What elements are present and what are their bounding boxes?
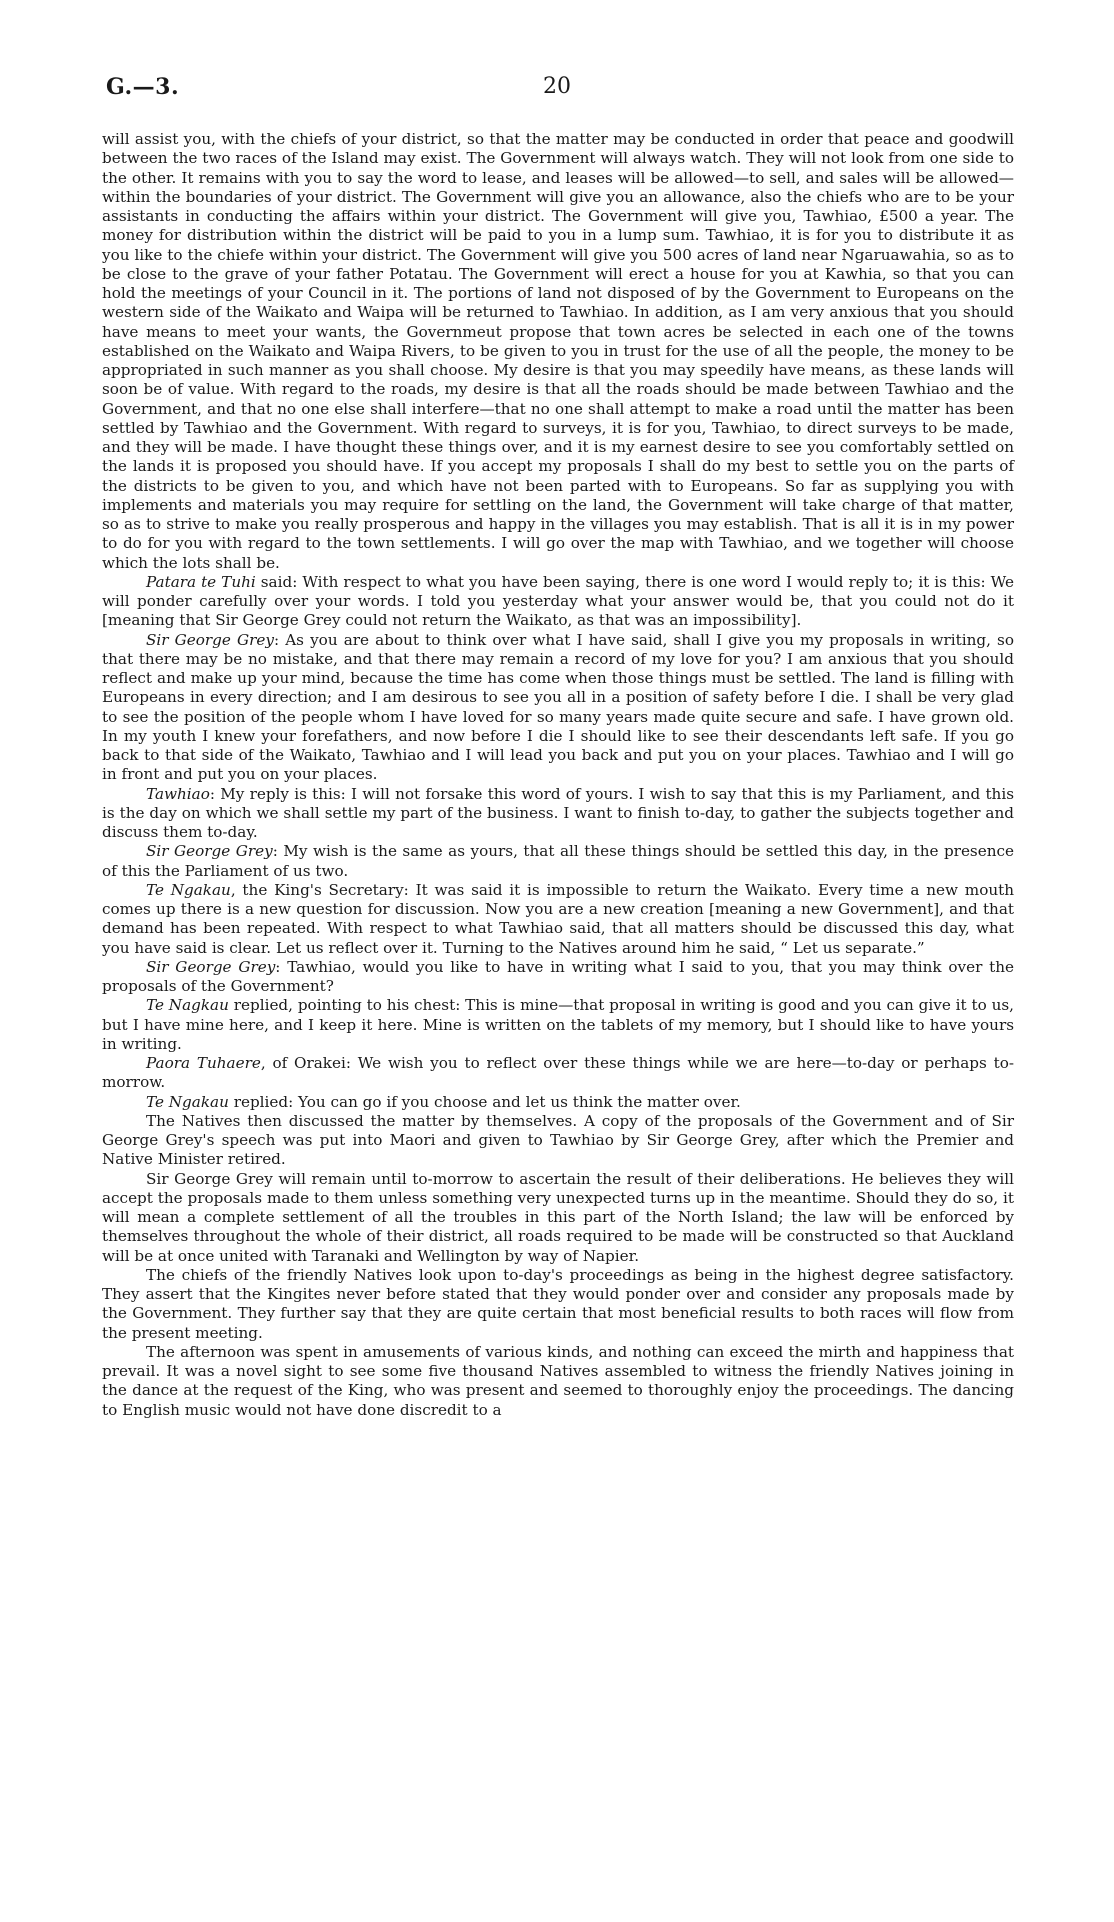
paragraph-text: Sir George Grey will remain until to-morrow to ascertain the result of their deliberations. He believes they will accept the proposals made to them unless something very unexpected turns up in the meantime. Should they do so, it will mean a complete settlement of all the troubles in this part of the North Island; the law will be enforced by themselves throughout the whole of their district, all roads required to be made will be constructed so that Auckland will be at once united with Taranaki and Wellington by way of Napier.: [102, 1169, 1014, 1265]
paragraph-text: will assist you, with the chiefs of your district, so that the matter may be conducted in order that peace and goodwill between the two races of the Island may exist. The Government will always watch. They will not look from one side to the other. It remains with you to say the word to lease, and leases will be allowed—to sell, and sales will be allowed—within the boundaries of your district. The Government will give you an allowance, also the chiefs who are to be your assistants in conducting the affairs within your district. The Government will give you, Tawhiao, £500 a year. The money for distribution within the district will be paid to you in a lump sum. Tawhiao, it is for you to distribute it as you like to the chiefe within your district. The Government will give you 500 acres of land near Ngaruawahia, so as to be close to the grave of your father Potatau. The Government will erect a house for you at Kawhia, so that you can hold the meetings of your Council in it. The portions of land not disposed of by the Government to Europeans on the western side of the Waikato and Waipa will be returned to Tawhiao. In addition, as I am very anxious that you should have means to meet your wants, the Governmeut propose that town acres be selected in each one of the towns established on the Waikato and Waipa Rivers, to be given to you in trust for the use of all the people, the money to be appropriated in such manner as you shall choose. My desire is that you may speedily have means, as these lands will soon be of value. With regard to the roads, my desire is that all the roads should be made between Tawhiao and the Government, and that no one else shall interfere—that no one shall attempt to make a road until the matter has been settled by Tawhiao and the Government. With regard to surveys, it is for you, Tawhiao, to direct surveys to be made, and they will be made. I have thought these things over, and it is my earnest desire to see you comfortably settled on the lands it is proposed you should have. If you accept my proposals I shall do my best to settle you on the parts of the districts to be given to you, and which have not been parted with to Europeans. So far as supplying you with implements and materials you may require for settling on the land, the Government will take charge of that matter, so as to strive to make you really prosperous and happy in the villages you may establish. That is all it is in my power to do for you with regard to the town settlements. I will go over the map with Tawhiao, and we together will choose which the lots shall be.: [102, 130, 1014, 572]
paragraph-text: My reply is this: I will not forsake this word of yours. I wish to say that this is my Parliament, and this is the day on which we shall settle my part of the business. I want to finish to-day, to gather the subjects together and discuss them to-day.: [102, 784, 1014, 841]
page-header: [106, 74, 1008, 114]
paragraph-text: It was said it is impossible to return the Waikato. Every time a new mouth comes up there is a new question for discussion. Now you are a new creation [meaning a new Government], and that demand has been repeated. With respect to what Tawhiao said, that all matters should be discussed this day, what you have said is clear. Let us reflect over it. Turning to the Natives around him he said, “ Let us separate.”: [102, 880, 1015, 957]
speaker-attribution: :: [275, 957, 288, 976]
speaker-attribution: replied:: [228, 1092, 299, 1111]
paragraph: [102, 996, 1014, 1054]
speaker-name: Sir George Grey: [146, 630, 274, 649]
paragraph: [102, 1343, 1014, 1420]
paragraph-text: The afternoon was spent in amusements of various kinds, and nothing can exceed the mirth and happiness that prevail. It was a novel sight to see some five thousand Natives assembled to witness the friendly Natives joining in the dance at the request of the King, who was present and seemed to thoroughly enjoy the proceedings. The dancing to English music would not have done discredit to a: [102, 1342, 1014, 1419]
body-text: [102, 130, 1014, 1420]
paragraph-text: My wish is the same as yours, that all these things should be settled this day, in the presence of this the Parliament of us two.: [102, 842, 1014, 880]
speaker-attribution: replied,: [228, 996, 298, 1015]
speaker-name: Te Ngakau: [146, 1092, 229, 1111]
paragraph: [102, 842, 1014, 881]
paragraph: [102, 785, 1014, 843]
speaker-attribution: said:: [255, 572, 303, 591]
paragraph-text: pointing to his chest: This is mine—that proposal in writing is good and you can give it to us, but I have mine here, and I keep it here. Mine is written on the tablets of my memory, but I should like to have yours in writing.: [102, 996, 1014, 1053]
speaker-name: Sir George Grey: [146, 842, 273, 861]
speaker-name: Tawhiao: [146, 784, 210, 803]
speaker-name: Sir George Grey: [146, 957, 276, 976]
paragraph-text: The chiefs of the friendly Natives look upon to-day's proceedings as being in the highest degree satisfactory. They assert that the Kingites never before stated that they would ponder over and consider any proposals made by the Government. They further say that they are quite certain that most beneficial results to both races will flow from the present meeting.: [102, 1265, 1014, 1342]
speaker-name: Patara te Tuhi: [146, 572, 256, 591]
speaker-attribution: :: [272, 842, 284, 861]
speaker-attribution: , the King's Secretary:: [230, 880, 416, 899]
paragraph: [102, 1170, 1014, 1266]
paragraph-text: With respect to what you have been saying, there is one word I would reply to; it is this: We will ponder carefully over your words. I told you yesterday what your answer would be, that you could not do it [meaning that Sir George Grey could not return the Waikato, as that was an impossibility].: [102, 572, 1014, 630]
paragraph: [102, 1054, 1014, 1093]
paragraph-text: As you are about to think over what I have said, shall I give you my proposals in writing, so that there may be no mistake, and that there may remain a record of my love for you? I am anxious that you should reflect and make up your mind, because the time has come when those things must be settled. The land is filling with Europeans in every direction; and I am desirous to see you all in a position of safety before I die. I shall be very glad to see the position of the people whom I have loved for so many years made quite secure and safe. I have grown old. In my youth I knew your forefathers, and now before I die I should like to see their descendants left safe. If you go back to that side of the Waikato, Tawhiao and I will lead you back and put you on your places. Tawhiao and I will go in front and put you on your places.: [102, 630, 1014, 784]
speaker-name: Paora Tuhaere: [146, 1054, 261, 1072]
paragraph-text: Tawhiao, would you like to have in writing what I said to you, that you may think over the proposals of the Government?: [102, 957, 1015, 995]
speaker-attribution: , of Orakei:: [260, 1054, 358, 1072]
paragraph: [102, 573, 1014, 631]
paragraph-text: We wish you to reflect over these things while we are here—to-day or perhaps to-morrow.: [102, 1054, 1014, 1092]
page-number: 20: [543, 74, 571, 99]
paragraph: [102, 1093, 1014, 1112]
paragraph: [102, 881, 1014, 958]
paragraph-text: The Natives then discussed the matter by themselves. A copy of the proposals of the Government and of Sir George Grey's speech was put into Maori and given to Tawhiao by Sir George Grey, after which the Premier and Native Minister retired.: [102, 1111, 1014, 1169]
paragraph: [102, 1112, 1014, 1170]
speaker-attribution: :: [209, 784, 221, 803]
speaker-attribution: :: [273, 630, 286, 649]
paragraph: [102, 631, 1014, 785]
speaker-name: Te Nagkau: [146, 996, 229, 1015]
paragraph: [102, 1266, 1014, 1343]
paragraph-text: You can go if you choose and let us think the matter over.: [298, 1092, 741, 1111]
paragraph: [102, 130, 1014, 573]
speaker-name: Te Ngakau: [146, 880, 231, 899]
document-code: G.—3.: [106, 74, 180, 100]
paragraph: [102, 958, 1014, 997]
